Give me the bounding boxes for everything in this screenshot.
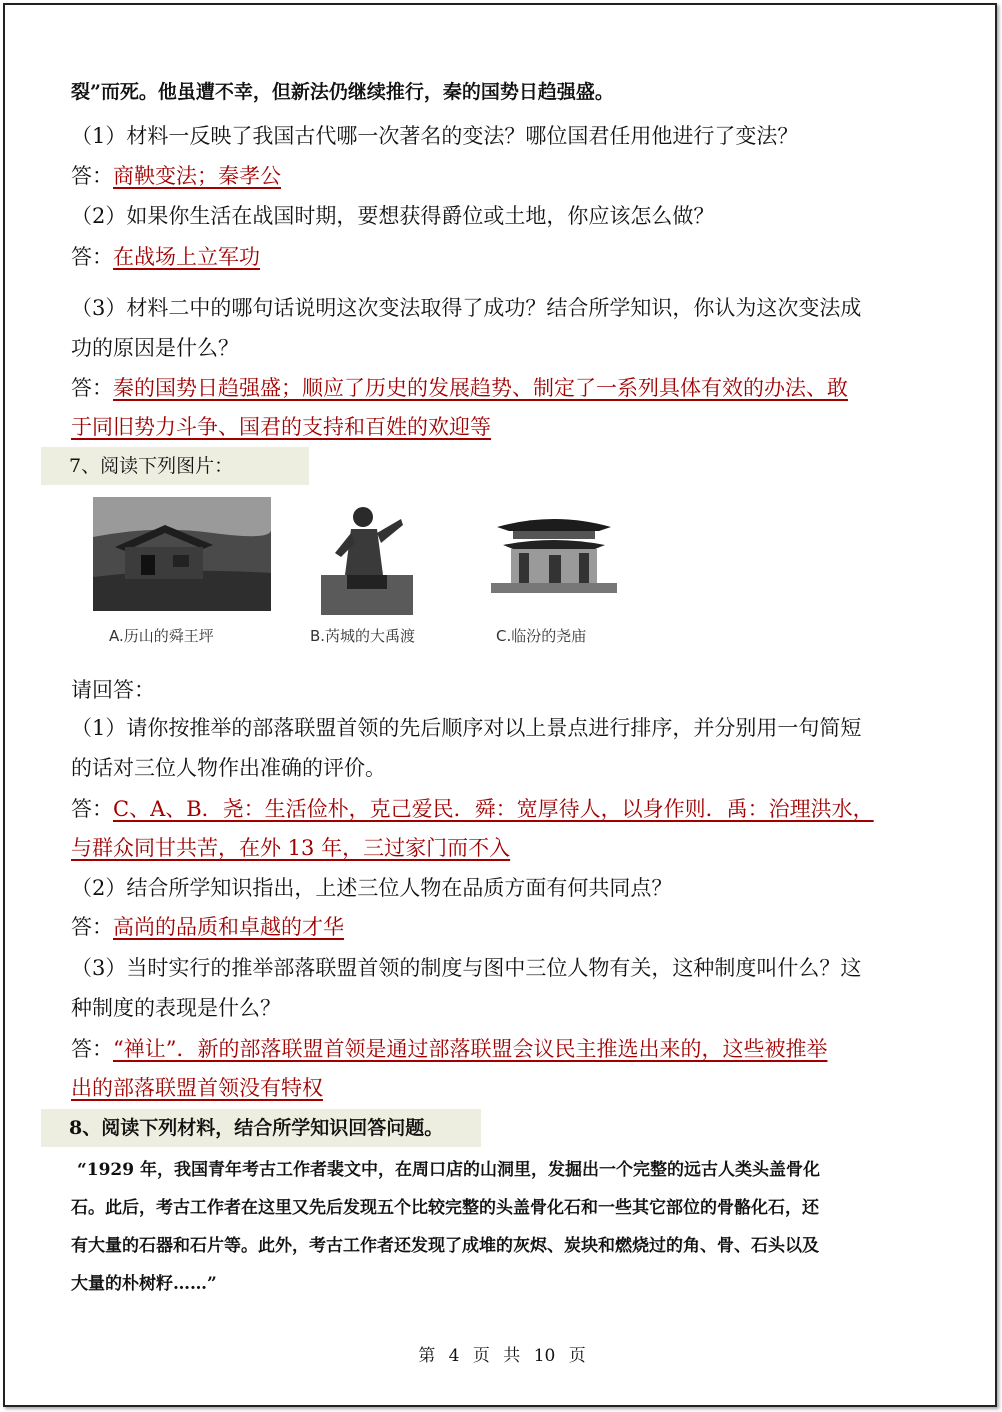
answer-label: 答： [71,1037,113,1061]
s7-answer-1-line-1 [71,794,874,824]
footer-total-word: 共 [503,1346,521,1366]
answer-label: 答： [71,164,113,188]
answer-label: 答： [71,245,113,269]
answer-3-line-1 [71,373,848,403]
question-2: （2）如果你生活在战国时期，要想获得爵位或土地，你应该怎么做？ [71,204,715,228]
caption-c: C.临汾的尧庙 [496,627,587,645]
answer-1-line [71,161,281,191]
question-3-line-2: 功的原因是什么？ [71,336,239,360]
question-3-line-1: （3）材料二中的哪句话说明这次变法取得了成功？结合所学知识，你认为这次变法成 [71,296,862,320]
s7-answer-3-line-2: 出的部落联盟首领没有特权 [71,1076,323,1100]
s7-answer-1-line-2: 与群众同甘共苦，在外 13 年，三过家门而不入 [71,836,511,860]
s7-question-3-line-1: （3）当时实行的推举部落联盟首领的制度与图中三位人物有关，这种制度叫什么？这 [71,956,862,980]
material-line-2: 石。此后，考古工作者在这里又先后发现五个比较完整的头盖骨化石和一些其它部位的骨骼化石，还 [71,1198,819,1218]
answer-text: “禅让”．新的部落联盟首领是通过部落联盟会议民主推选出来的，这些被推举 [113,1037,828,1061]
answer-3-line-2: 于同旧势力斗争、国君的支持和百姓的欢迎等 [71,415,491,439]
section-7-heading: 7、阅读下列图片： [41,447,309,485]
page-footer [5,1341,999,1366]
answer-text: 秦的国势日趋强盛；顺应了历史的发展趋势、制定了一系列具体有效的办法、敢 [113,376,848,400]
footer-suffix: 页 [568,1346,586,1366]
answer-2-line [71,242,260,272]
caption-a: A.历山的舜王坪 [109,627,214,645]
total-pages: 10 [533,1346,556,1366]
s7-question-3-line-2: 种制度的表现是什么？ [71,996,281,1020]
s7-question-1-line-1: （1）请你按推举的部落联盟首领的先后顺序对以上景点进行排序，并分别用一句简短 [71,716,862,740]
s7-question-1-line-2: 的话对三位人物作出准确的评价。 [71,756,386,780]
answer-label: 答： [71,915,113,939]
prompt-text: 请回答： [71,678,155,702]
footer-page-word: 页 [472,1346,490,1366]
material-line-1: “1929 年，我国青年考古工作者裴文中，在周口店的山洞里，发掘出一个完整的远古人类头盖骨化 [77,1160,821,1180]
document-page [3,3,997,1407]
photo-c-yaomiao-temple [491,497,617,593]
answer-text: 高尚的品质和卓越的才华 [113,915,344,939]
s7-answer-3-line-1 [71,1034,827,1064]
caption-b: B.芮城的大禹渡 [310,627,416,645]
answer-text: C、A、B．尧：生活俭朴，克己爱民．舜：宽厚待人，以身作则．禹：治理洪水， [113,797,874,821]
answer-label: 答： [71,376,113,400]
material-line-3: 有大量的石器和石片等。此外，考古工作者还发现了成堆的灰烬、炭块和燃烧过的角、骨、石头以及 [71,1236,819,1256]
photo-b-dayudu-statue [321,497,413,615]
answer-text: 在战场上立军功 [113,245,260,269]
answer-text: 商鞅变法；秦孝公 [113,164,281,188]
answer-label: 答： [71,797,113,821]
text-line: 裂”而死。他虽遭不幸，但新法仍继续推行，秦的国势日趋强盛。 [71,81,614,103]
photo-a-shunwangping [93,497,271,611]
footer-prefix: 第 [418,1346,436,1366]
s7-question-2: （2）结合所学知识指出，上述三位人物在品质方面有何共同点？ [71,876,673,900]
material-line-4: 大量的朴树籽……” [71,1274,217,1294]
section-8-heading: 8、阅读下列材料，结合所学知识回答问题。 [41,1109,481,1147]
question-1: （1）材料一反映了我国古代哪一次著名的变法？哪位国君任用他进行了变法？ [71,124,799,148]
s7-answer-2-line [71,912,344,942]
page-number: 4 [448,1346,460,1366]
